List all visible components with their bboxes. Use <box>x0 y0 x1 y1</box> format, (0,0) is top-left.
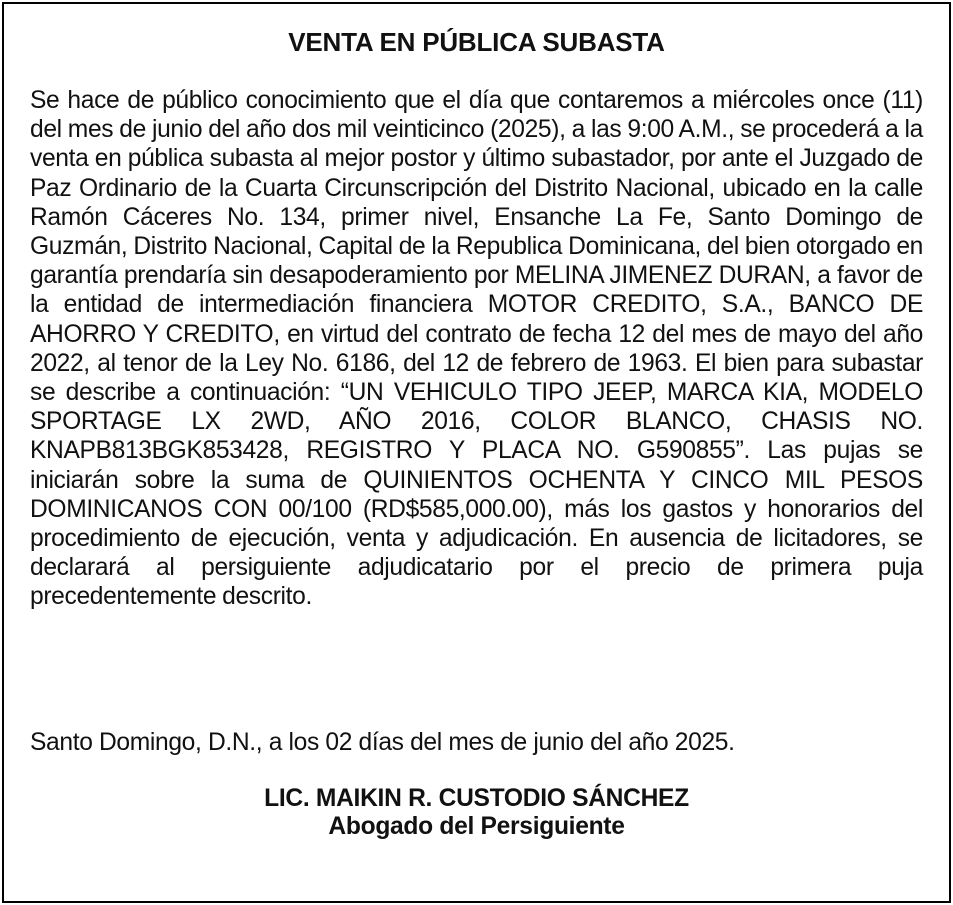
legal-notice-box <box>2 2 951 903</box>
notice-date-line: Santo Domingo, D.N., a los 02 días del mes de junio del año 2025. <box>30 729 735 756</box>
signer-role: Abogado del Persiguiente <box>328 813 625 840</box>
signer-name: LIC. MAIKIN R. CUSTODIO SÁNCHEZ <box>264 785 689 812</box>
notice-title: VENTA EN PÚBLICA SUBASTA <box>288 27 665 57</box>
notice-body: Se hace de público conocimiento que el día que contaremos a miércoles once (11) del mes de junio del año dos mil veinticinco (2025), a las 9:00 A.M., se procederá a la venta en pública subasta al mejor postor y último subastador, por ante el Juzgado de Paz Ordinario de la Cuarta Circunscripción del Distrito Nacional, ubicado en la calle Ramón Cáceres No. 134, primer nivel, Ensanche La Fe, Santo Domingo de Guzmán, Distrito Nacional, Capital de la Republica Dominicana, del bien otorgado en garantía prendaría sin desapoderamiento por MELINA JIMENEZ DURAN, a favor de la entidad de intermediación financiera MOTOR CREDITO, S.A., BANCO DE AHORRO Y CREDITO, en virtud del contrato de fecha 12 del mes de mayo del año 2022, al tenor de la Ley No. 6186, del 12 de febrero de 1963. El bien para subastar se describe a continuación: “UN VEHICULO TIPO JEEP, MARCA KIA, MODELO SPORTAGE LX 2WD, AÑO 2016, COLOR BLANCO, CHASIS NO. KNAPB813BGK853428, REGISTRO Y PLACA NO. G590855”. Las pujas se iniciarán sobre la suma de QUINIENTOS OCHENTA Y CINCO MIL PESOS DOMINICANOS CON 00/100 (RD$585,000.00), más los gastos y honorarios del procedimiento de ejecución, venta y adjudicación. En ausencia de licitadores, se declarará al persiguiente adjudicatario por el precio de primera puja precedentemente descrito. <box>30 87 923 611</box>
